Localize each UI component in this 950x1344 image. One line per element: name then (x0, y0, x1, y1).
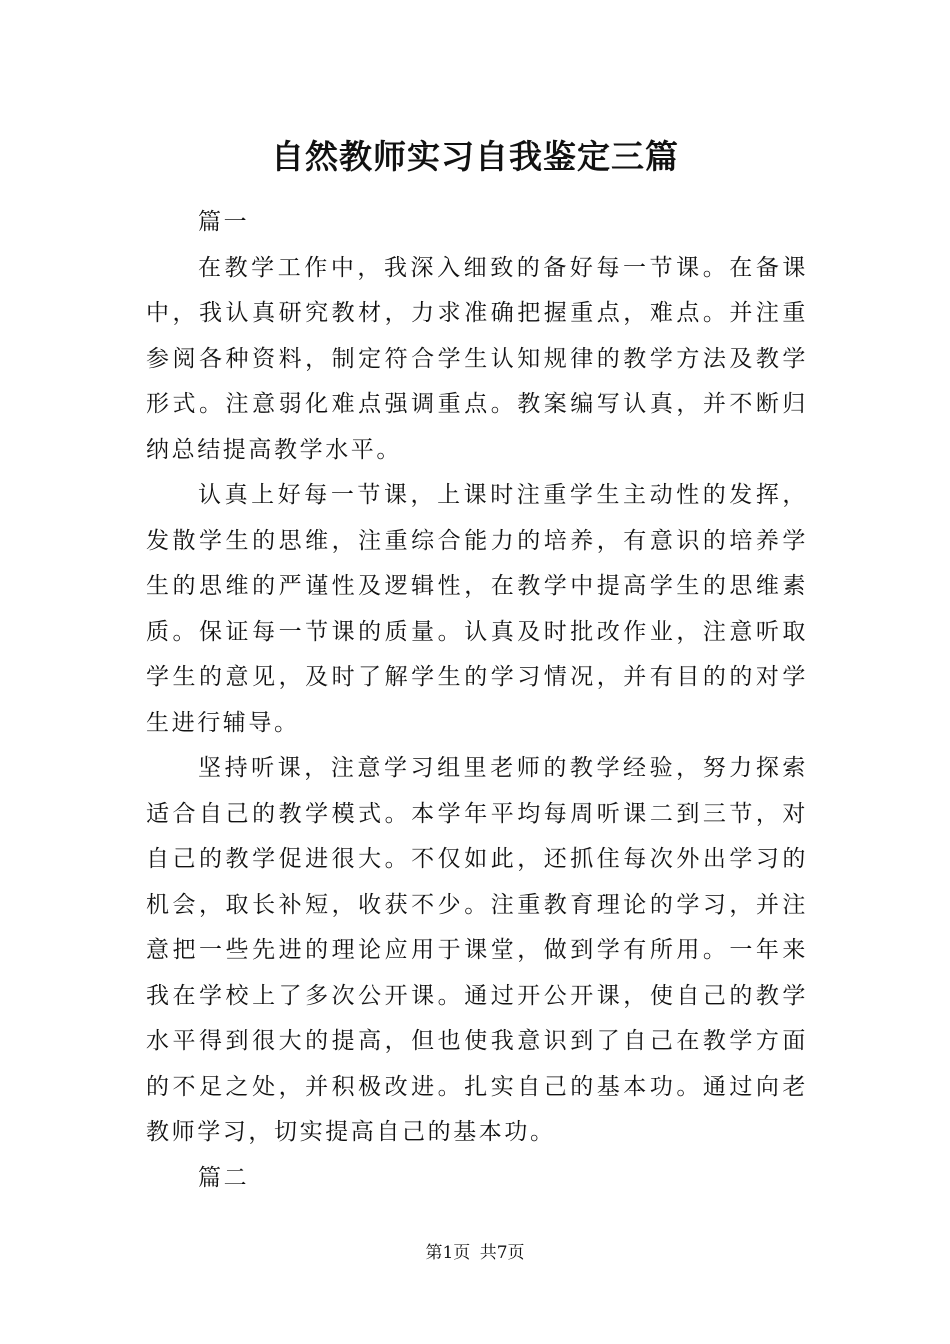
document-title: 自然教师实习自我鉴定三篇 (271, 137, 679, 176)
paragraph-1: 在教学工作中，我深入细致的备好每一节课。在备课中，我认真研究教材，力求准确把握重点，难点。并注重参阅各种资料，制定符合学生认知规律的教学方法及教学形式。注意弱化难点强调重点。教案编写认真，并不断归纳总结提高教学水平。 (146, 254, 808, 463)
section-heading-2: 篇二 (198, 1164, 250, 1191)
section-heading-1: 篇一 (198, 209, 250, 235)
document-body (146, 200, 808, 1201)
page-number: 第1页 (425, 1243, 471, 1263)
paragraph-2: 认真上好每一节课，上课时注重学生主动性的发挥，发散学生的思维，注重综合能力的培养，有意识的培养学生的思维的严谨性及逻辑性，在教学中提高学生的思维素质。保证每一节课的质量。认真及时批改作业，注意听取学生的意见，及时了解学生的学习情况，并有目的的对学生进行辅导。 (146, 482, 808, 736)
paragraph-3: 坚持听课，注意学习组里老师的教学经验，努力探索适合自己的教学模式。本学年平均每周听课二到三节，对自己的教学促进很大。不仅如此，还抓住每次外出学习的机会，取长补短，收获不少。注重教育理论的学习，并注意把一些先进的理论应用于课堂，做到学有所用。一年来我在学校上了多次公开课。通过开公开课，使自己的教学水平得到很大的提高，但也使我意识到了自己在教学方面的不足之处，并积极改进。扎实自己的基本功。通过向老教师学习，切实提高自己的基本功。 (146, 755, 808, 1145)
page-footer (0, 1240, 950, 1266)
page-total: 共7页 (479, 1243, 525, 1263)
